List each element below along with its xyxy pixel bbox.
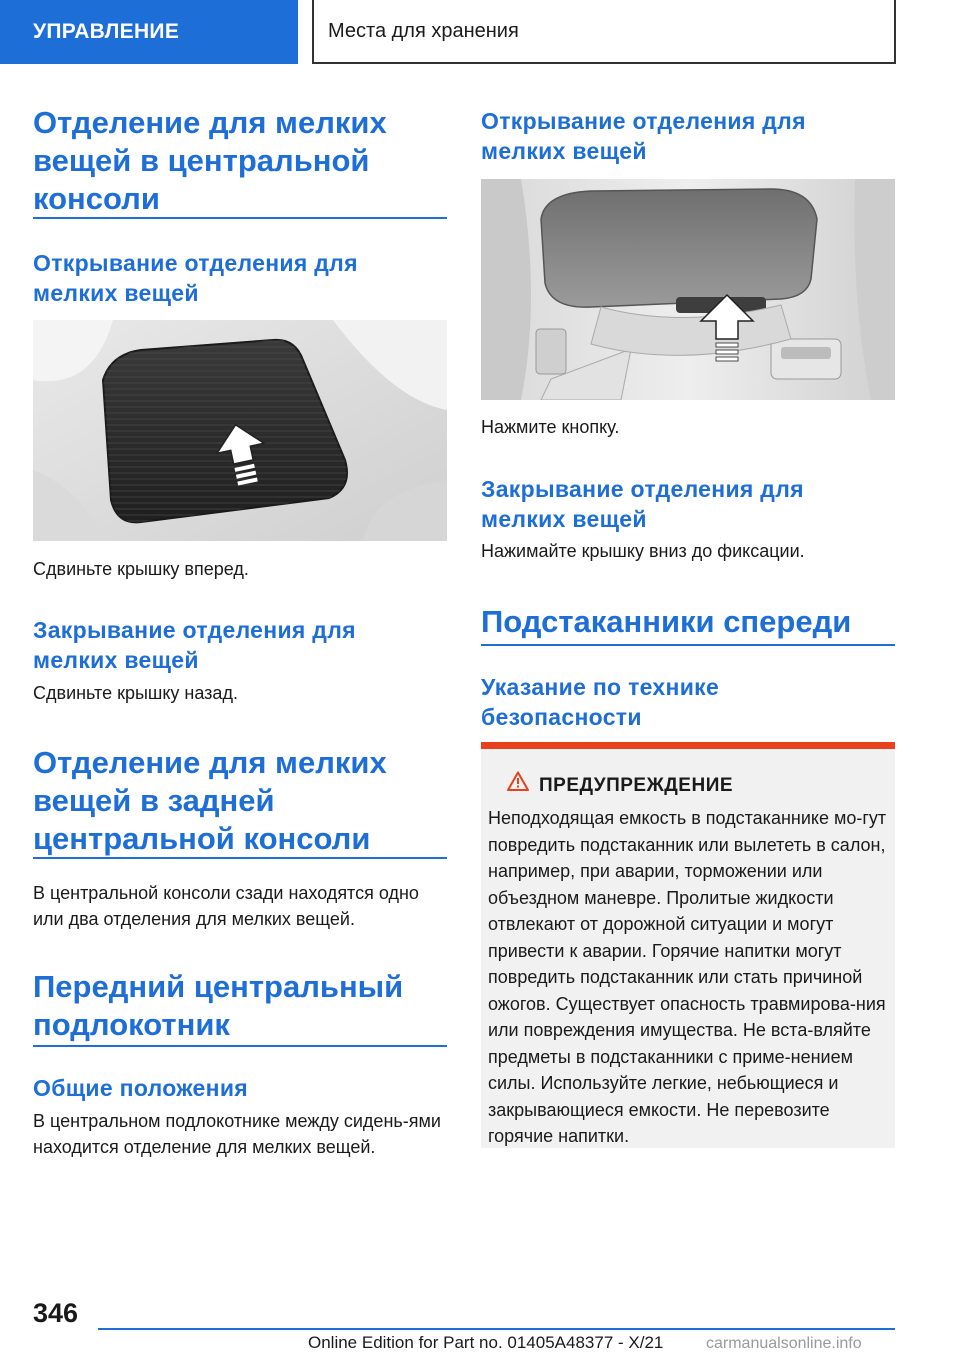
heading-close-compartment-1: Закрывание отделения для мелких вещей (33, 617, 356, 673)
warning-title: ПРЕДУПРЕЖДЕНИЕ (539, 775, 734, 796)
figure-armrest-button (481, 179, 895, 400)
heading-safety-note: Указание по технике безопасности (481, 674, 720, 730)
footer-watermark: carmanualsonline.info (706, 1335, 862, 1352)
heading-general: Общие положения (33, 1075, 248, 1101)
caption-slide-forward: Сдвиньте крышку вперед. (33, 559, 249, 579)
text-rear-console: В центральной консоли сзади находятся одно или два отделения для мелких вещей. (33, 883, 419, 929)
heading-center-console: Отделение для мелких вещей в центральной консоли (33, 105, 387, 216)
heading-rule (33, 857, 447, 859)
page-number: 346 (33, 1298, 79, 1328)
heading-open-compartment-1: Открывание отделения для мелких вещей (33, 250, 358, 306)
text-general: В центральном подлокотнике между сидень-ями находится отделение для мелких вещей. (33, 1111, 441, 1157)
heading-open-compartment-2: Открывание отделения для мелких вещей (481, 108, 806, 164)
armrest-illustration (481, 179, 895, 400)
text-slide-back: Сдвиньте крышку назад. (33, 683, 238, 703)
heading-front-cupholders: Подстаканники спереди (481, 604, 852, 639)
heading-rule (33, 217, 447, 219)
warning-triangle-icon (507, 771, 529, 796)
header-section-tab: УПРАВЛЕНИЕ (0, 0, 298, 64)
heading-rule (33, 1045, 447, 1047)
heading-close-compartment-2: Закрывание отделения для мелких вещей (481, 476, 804, 532)
caption-press-button: Нажмите кнопку. (481, 417, 620, 437)
footer-edition: Online Edition for Part no. 01405A48377 - X/21 (308, 1333, 664, 1352)
figure-sliding-lid (33, 320, 447, 541)
warning-text: Неподходящая емкость в подстаканнике мо-гут повредить подстаканник или вылететь в салон, например, при аварии, торможении или объездном маневре. Пролитые жидкости отвлекают от дорожной ситуации и могут привести к аварии. Горячие напитки могут повредить подстаканник или стать причиной ожогов. Существует опасность травмирова-ния или повреждения имущества. Не вста-вляйте предметы в подстаканники с приме-нением силы. Используйте легкие, небьющиеся и закрывающиеся емкости. Не перевозите горячие напитки. (488, 808, 887, 1146)
heading-front-armrest: Передний центральный подлокотник (33, 969, 404, 1042)
text-press-down: Нажимайте крышку вниз до фиксации. (481, 541, 805, 561)
sliding-lid-illustration (33, 320, 447, 541)
header-chapter-title: Места для хранения (312, 0, 896, 64)
heading-rule (481, 644, 895, 646)
warning-box (481, 742, 895, 1148)
footer-rule (98, 1328, 895, 1330)
heading-rear-console: Отделение для мелких вещей в задней центральной консоли (33, 745, 387, 856)
